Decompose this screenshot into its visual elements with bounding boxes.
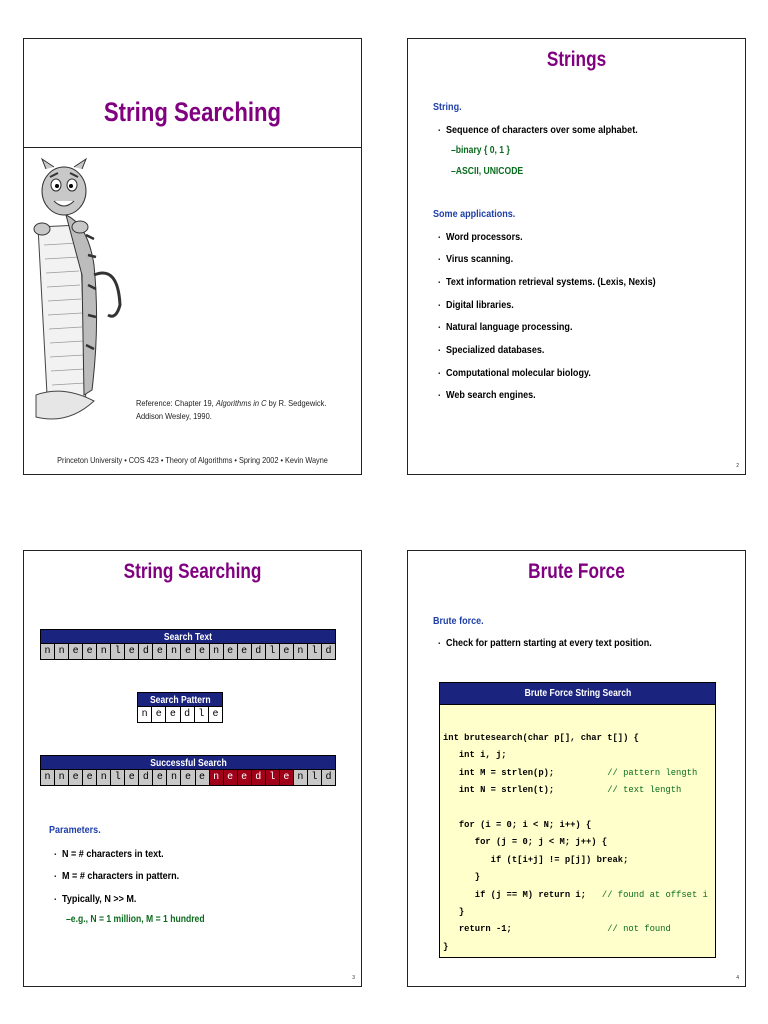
- char-cell: d: [138, 644, 153, 660]
- section-heading: String.: [433, 101, 462, 113]
- char-cell: l: [307, 770, 322, 786]
- char-cell: e: [68, 770, 83, 786]
- char-cell: d: [251, 644, 266, 660]
- code-text: }: [443, 940, 449, 952]
- slide-title-heading: String Searching: [123, 560, 262, 583]
- char-cell: n: [96, 770, 111, 786]
- reference-publisher: Addison Wesley, 1990.: [136, 411, 212, 421]
- char-cell: l: [307, 644, 322, 660]
- slide-title-heading: Brute Force: [528, 560, 625, 583]
- char-cell: e: [223, 770, 238, 786]
- code-line: [443, 920, 708, 937]
- code-text: int N = strlen(t);: [443, 784, 608, 796]
- code-line: [443, 851, 708, 868]
- code-line: [443, 746, 708, 763]
- char-cell: e: [195, 770, 210, 786]
- slide-title-heading: String Searching: [103, 97, 282, 127]
- char-cell: e: [68, 644, 83, 660]
- char-cell: e: [208, 707, 223, 723]
- app-item: ▪ Text information retrieval systems. (Lexis, Nexis): [446, 276, 656, 288]
- char-cell: d: [180, 707, 195, 723]
- char-cell: n: [137, 707, 152, 723]
- code-text: [443, 802, 448, 813]
- slide-title: [23, 38, 362, 475]
- code-text: return -1;: [443, 923, 608, 935]
- code-line: [443, 781, 708, 798]
- sub-item: – binary { 0, 1 }: [451, 145, 510, 156]
- code-line: [443, 868, 708, 885]
- search-text-cells: [40, 644, 336, 660]
- char-cell: n: [166, 770, 181, 786]
- search-text-header: [40, 629, 336, 644]
- slide-strings: [407, 38, 746, 475]
- reference-note: [136, 397, 326, 423]
- slide-string-searching: [23, 550, 362, 987]
- char-cell: e: [180, 770, 195, 786]
- pattern-label: Search Pattern: [149, 695, 211, 706]
- reference-prefix: Reference: Chapter 19,: [136, 398, 216, 408]
- char-cell: l: [265, 770, 280, 786]
- code-comment: // pattern length: [607, 766, 698, 778]
- search-text-label: Search Text: [163, 632, 213, 643]
- char-cell: l: [265, 644, 280, 660]
- param-item: ▪ N = # characters in text.: [62, 848, 164, 860]
- app-item: ▪ Natural language processing.: [446, 321, 572, 333]
- app-item: ▪ Virus scanning.: [446, 253, 513, 265]
- char-cell: l: [110, 770, 125, 786]
- bullet-item: ▪ Check for pattern starting at every text position.: [446, 637, 652, 649]
- app-item: ▪ Specialized databases.: [446, 344, 544, 356]
- char-cell: d: [321, 770, 336, 786]
- char-cell: n: [40, 644, 55, 660]
- code-text: if (j == M) return i;: [443, 888, 602, 900]
- success-header: [40, 755, 336, 770]
- code-line: [443, 799, 708, 816]
- char-cell: e: [152, 644, 167, 660]
- code-text: }: [443, 906, 465, 918]
- code-text: for (j = 0; j < M; j++) {: [443, 836, 608, 848]
- char-cell: d: [321, 644, 336, 660]
- char-cell: e: [279, 644, 294, 660]
- app-item: ▪ Computational molecular biology.: [446, 367, 591, 379]
- page-number: 4: [736, 975, 739, 981]
- page-number: 3: [352, 975, 355, 981]
- success-cells: [40, 770, 336, 786]
- param-item: ▪ Typically, N >> M.: [62, 893, 136, 905]
- slide-brute-force: [407, 550, 746, 987]
- code-listing: [443, 729, 708, 955]
- slide-footer: Princeton University • COS 423 • Theory of Algorithms • Spring 2002 • Kevin Wayne: [57, 455, 328, 465]
- code-line: [443, 764, 708, 781]
- success-band: [40, 755, 336, 786]
- char-cell: e: [124, 644, 139, 660]
- code-text: int M = strlen(p);: [443, 766, 608, 778]
- code-line: [443, 903, 708, 920]
- code-line: [443, 833, 708, 850]
- char-cell: l: [110, 644, 125, 660]
- char-cell: e: [237, 770, 252, 786]
- slide-title-heading: Strings: [546, 48, 607, 71]
- page-number: 2: [736, 463, 739, 469]
- char-cell: n: [293, 770, 308, 786]
- code-comment: // not found: [607, 923, 671, 935]
- code-line: [443, 938, 708, 955]
- char-cell: l: [194, 707, 209, 723]
- char-cell: e: [151, 707, 166, 723]
- code-text: for (i = 0; i < N; i++) {: [443, 819, 592, 831]
- char-cell: n: [293, 644, 308, 660]
- char-cell: n: [166, 644, 181, 660]
- char-cell: e: [237, 644, 252, 660]
- char-cell: e: [124, 770, 139, 786]
- sub-item: – ASCII, UNICODE: [451, 166, 523, 177]
- param-item: ▪ M = # characters in pattern.: [62, 870, 179, 882]
- reference-book-title: Algorithms in C: [215, 398, 267, 408]
- char-cell: n: [209, 644, 224, 660]
- char-cell: e: [180, 644, 195, 660]
- tiger-mascot-icon: [28, 155, 128, 427]
- char-cell: e: [165, 707, 180, 723]
- success-label: Successful Search: [149, 758, 227, 769]
- char-cell: d: [138, 770, 153, 786]
- char-cell: e: [279, 770, 294, 786]
- char-cell: e: [195, 644, 210, 660]
- char-cell: n: [40, 770, 55, 786]
- code-comment: // text length: [607, 784, 682, 796]
- char-cell: e: [152, 770, 167, 786]
- char-cell: e: [223, 644, 238, 660]
- code-text: int brutesearch(char p[], char t[]) {: [443, 732, 639, 743]
- code-box-header: [440, 683, 715, 705]
- section-heading: Parameters.: [49, 824, 101, 836]
- code-line: [443, 816, 708, 833]
- char-cell: d: [251, 770, 266, 786]
- pattern-header: [137, 692, 223, 707]
- section-heading: Brute force.: [433, 615, 484, 627]
- char-cell: n: [209, 770, 224, 786]
- bullet-item: ▪ Sequence of characters over some alphabet.: [446, 124, 638, 136]
- code-text: }: [443, 871, 481, 883]
- code-line: [443, 886, 708, 903]
- pattern-cells: [137, 707, 223, 723]
- app-item: ▪ Digital libraries.: [446, 299, 514, 311]
- title-divider: [24, 147, 361, 148]
- char-cell: e: [82, 770, 97, 786]
- char-cell: e: [82, 644, 97, 660]
- char-cell: n: [96, 644, 111, 660]
- code-text: if (t[i+j] != p[j]) break;: [443, 853, 629, 865]
- search-text-band: [40, 629, 336, 660]
- pattern-band: [137, 692, 223, 723]
- char-cell: n: [54, 644, 69, 660]
- char-cell: n: [54, 770, 69, 786]
- app-item: ▪ Word processors.: [446, 231, 523, 243]
- code-comment: // found at offset i: [601, 888, 708, 900]
- code-text: int i, j;: [443, 749, 507, 761]
- reference-suffix: by R. Sedgewick.: [266, 398, 327, 408]
- section-heading: Some applications.: [433, 208, 516, 220]
- app-item: ▪ Web search engines.: [446, 389, 536, 401]
- code-box: [439, 682, 716, 958]
- code-line: [443, 729, 708, 746]
- code-box-title: Brute Force String Search: [524, 688, 631, 699]
- sub-item: – e.g., N = 1 million, M = 1 hundred: [66, 914, 205, 925]
